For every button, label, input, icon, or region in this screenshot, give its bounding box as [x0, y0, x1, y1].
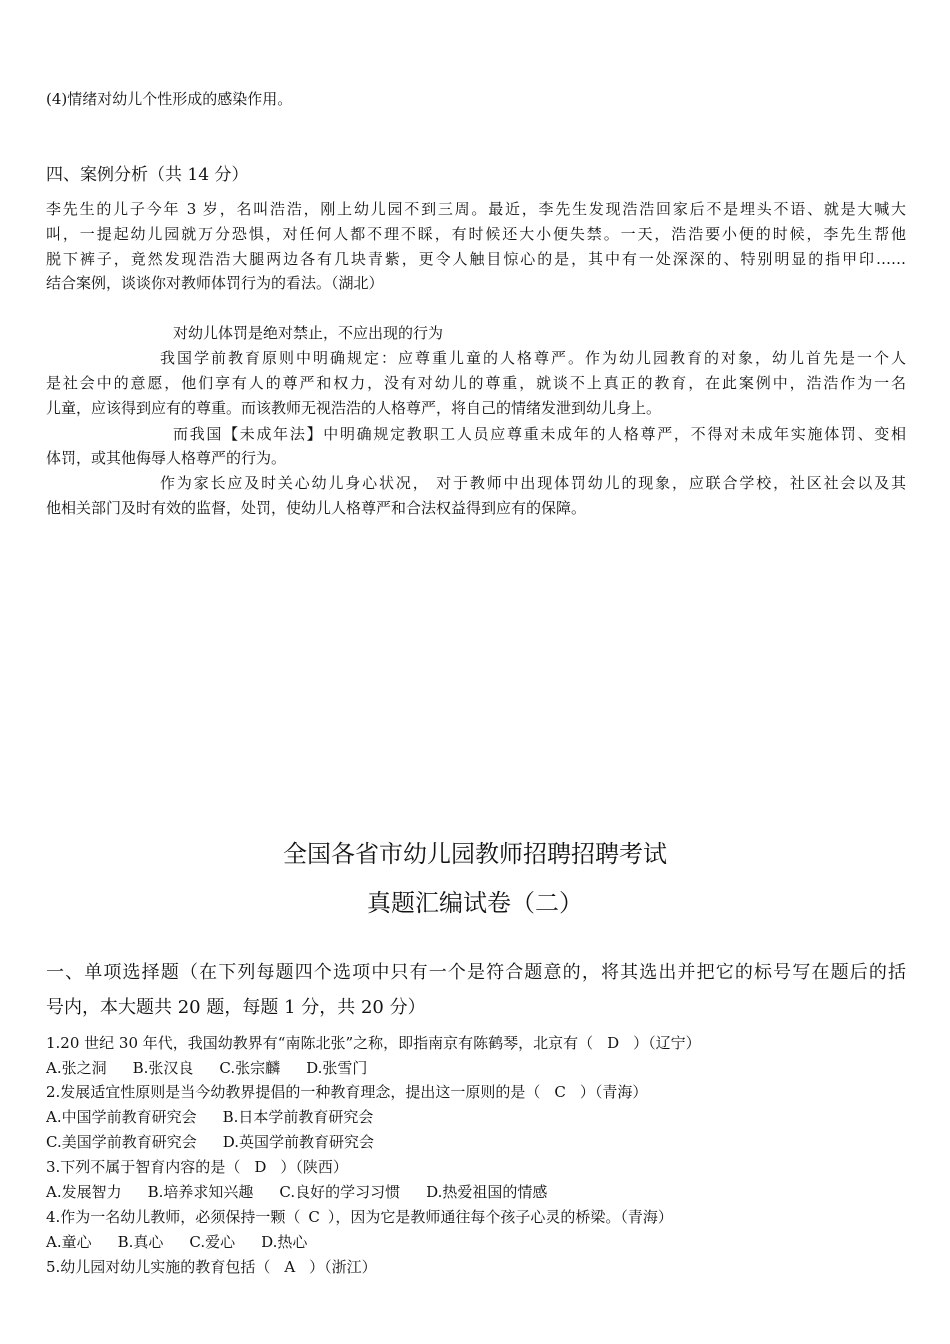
option: A.童心 [46, 1233, 92, 1251]
answer-mark: C [554, 1083, 566, 1101]
answer-paragraph: 对幼儿体罚是绝对禁止，不应出现的行为 [173, 324, 444, 342]
option: D.张雪门 [306, 1059, 368, 1077]
question-1-options [46, 1057, 906, 1079]
option: A.发展智力 [46, 1183, 122, 1201]
question-2-options [46, 1131, 906, 1153]
option: B.培养求知兴趣 [147, 1183, 254, 1201]
option: A.中国学前教育研究会 [46, 1108, 197, 1126]
section-heading-case: 四、案例分析（共 14 分） [46, 165, 249, 185]
answer-mark: A [284, 1258, 296, 1276]
question-text: 4.作为一名幼儿教师，必须保持一颗（ [46, 1208, 301, 1226]
section-heading-choice-cont: 号内，本大题共 20 题，每题 1 分，共 20 分） [46, 997, 426, 1018]
question-2 [46, 1081, 906, 1103]
answer-paragraph: 体罚，或其他侮辱人格尊严的行为。 [46, 449, 287, 467]
answer-paragraph: 儿童，应该得到应有的尊重。而该教师无视浩浩的人格尊严，将自己的情绪发泄到幼儿身上。 [46, 399, 662, 417]
answer-paragraph: 他相关部门及时有效的监督，处罚，使幼儿人格尊严和合法权益得到应有的保障。 [46, 499, 587, 517]
page-subtitle: 真题汇编试卷（二） [367, 889, 583, 917]
question-text: 3.下列不属于智育内容的是（ [46, 1158, 241, 1176]
question-text: 5.幼儿园对幼儿实施的教育包括（ [46, 1258, 271, 1276]
option: D.热心 [261, 1233, 308, 1251]
case-text-line: 脱下裤子，竟然发现浩浩大腿两边各有几块青紫，更令人触目惊心的是，其中有一处深深的、特别明显的指甲印…… [46, 250, 906, 268]
question-4-options [46, 1231, 906, 1253]
question-2-options [46, 1106, 906, 1128]
question-source: ）（辽宁） [633, 1034, 701, 1052]
option: D.热爱祖国的情感 [426, 1183, 548, 1201]
answer-mark: D [607, 1034, 620, 1052]
question-source: ）（浙江） [309, 1258, 377, 1276]
case-text-line: 李先生的儿子今年 3 岁，名叫浩浩，刚上幼儿园不到三周。最近，李先生发现浩浩回家后不是埋头不语、就是大喊大 [46, 200, 906, 218]
option: B.日本学前教育研究会 [222, 1108, 374, 1126]
question-1 [46, 1032, 906, 1054]
question-source: ）（陕西） [280, 1158, 348, 1176]
answer-paragraph: 是社会中的意愿，他们享有人的尊严和权力，没有对幼儿的尊重，就谈不上真正的教育，在此案例中，浩浩作为一名 [46, 374, 906, 392]
option: C.良好的学习习惯 [279, 1183, 401, 1201]
page-title: 全国各省市幼儿园教师招聘招聘考试 [283, 840, 667, 868]
question-3 [46, 1156, 906, 1178]
answer-paragraph: 我国学前教育原则中明确规定：应尊重儿童的人格尊严。作为幼儿园教育的对象，幼儿首先是一个人 [160, 349, 906, 367]
option: A.张之洞 [46, 1059, 107, 1077]
answer-mark: D [254, 1158, 267, 1176]
question-source: ），因为它是教师通往每个孩子心灵的桥梁。（青海） [327, 1208, 673, 1226]
question-source: ）（青海） [579, 1083, 648, 1101]
question-text: 2.发展适宜性原则是当今幼教界提倡的一种教育理念，提出这一原则的是（ [46, 1083, 541, 1101]
option: C.张宗麟 [219, 1059, 281, 1077]
question-3-options [46, 1181, 906, 1203]
section-heading-choice: 一、单项选择题（在下列每题四个选项中只有一个是符合题意的，将其选出并把它的标号写在题后的括 [46, 962, 906, 983]
case-text-line: 结合案例，谈谈你对教师体罚行为的看法。（湖北） [46, 274, 384, 292]
option: C.爱心 [189, 1233, 236, 1251]
option: D.英国学前教育研究会 [222, 1133, 374, 1151]
list-item: (4)情绪对幼儿个性形成的感染作用。 [46, 90, 293, 108]
case-text-line: 叫，一提起幼儿园就万分恐惧，对任何人都不理不睬，有时候还大小便失禁。一天，浩浩要小便的时候，李先生帮他 [46, 225, 906, 243]
answer-mark: C [308, 1208, 320, 1226]
answer-paragraph: 作为家长应及时关心幼儿身心状况， 对于教师中出现体罚幼儿的现象，应联合学校，社区社会以及其 [160, 474, 906, 492]
question-5 [46, 1256, 906, 1278]
question-text: 1.20 世纪 30 年代，我国幼教界有“南陈北张”之称，即指南京有陈鹤琴，北京有（ [46, 1034, 594, 1052]
option: C.美国学前教育研究会 [46, 1133, 197, 1151]
option: B.张汉良 [132, 1059, 194, 1077]
question-4 [46, 1206, 906, 1228]
answer-paragraph: 而我国【未成年法】中明确规定教职工人员应尊重未成年的人格尊严，不得对未成年实施体罚、变相 [173, 425, 906, 443]
option: B.真心 [117, 1233, 164, 1251]
